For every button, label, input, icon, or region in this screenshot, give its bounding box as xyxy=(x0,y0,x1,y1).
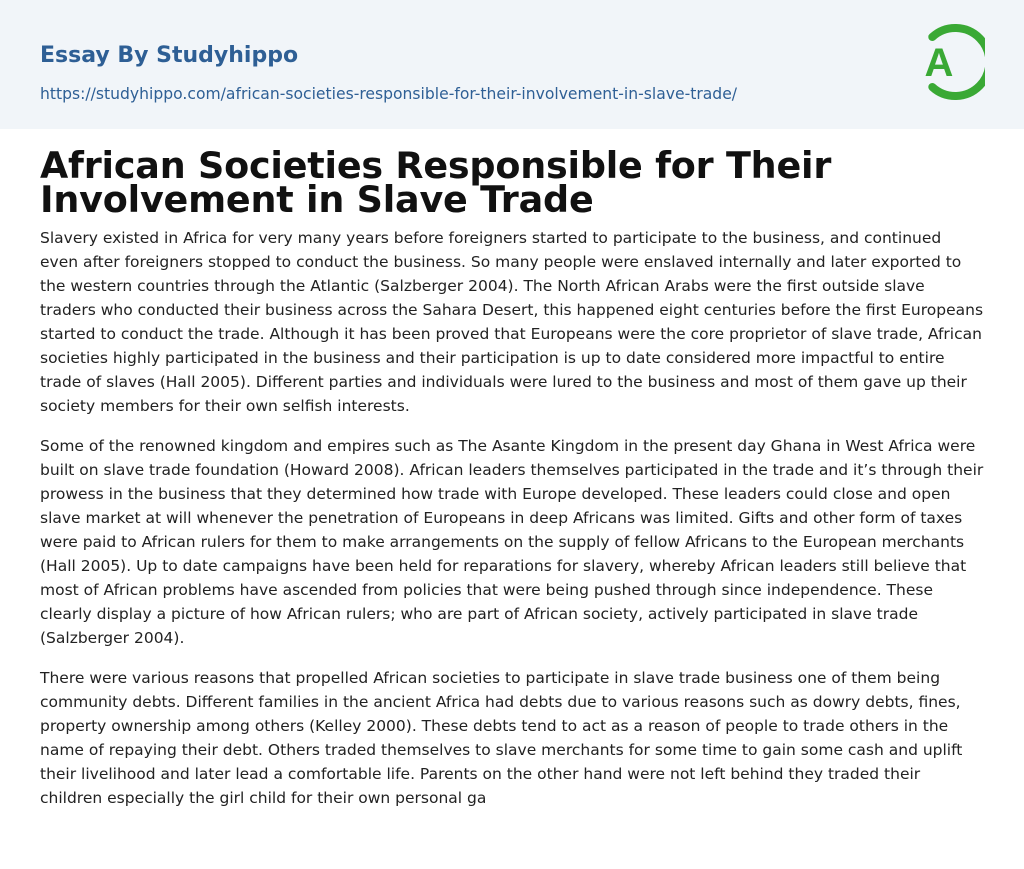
essay-paragraph-1: Slavery existed in Africa for very many years before foreigners started to participate to the business, and continued even after foreigners stopped to conduct the business. So many people were enslaved internally and later exported to the western countries through the Atlantic (Salzberger 2004). The North African Arabs were the first outside slave traders who conducted their business across the Sahara Desert, this happened eight centuries before the first Europeans started to conduct the trade. Although it has been proved that Europeans were the core proprietor of slave trade, African societies highly participated in the business and their participation is up to date considered more impactful to entire trade of slaves (Hall 2005). Different parties and individuals were lured to the business and most of them gave up their society members for their own selfish interests. xyxy=(40,229,984,415)
studyhippo-logo-icon[interactable] xyxy=(913,18,985,106)
essay-body xyxy=(40,226,984,810)
essay-url-link[interactable]: https://studyhippo.com/african-societies-responsible-for-their-involvement-in-slave-trade/ xyxy=(40,85,738,103)
essay-title: African Societies Responsible for Their Involvement in Slave Trade xyxy=(40,144,832,221)
site-brand: Essay By Studyhippo xyxy=(40,43,299,68)
page-header xyxy=(0,0,1024,129)
essay-paragraph-2: Some of the renowned kingdom and empires such as The Asante Kingdom in the present day Ghana in West Africa were built on slave trade foundation (Howard 2008). African leaders themselves participated in the trade and it’s through their prowess in the business that they determined how trade with Europe developed. These leaders could close and open slave market at will whenever the penetration of Europeans in deep Africans was limited. Gifts and other form of taxes were paid to African rulers for them to make arrangements on the supply of fellow Africans to the European merchants (Hall 2005). Up to date campaigns have been held for reparations for slavery, whereby African leaders still believe that most of African problems have ascended from policies that were being pushed through since independence. These clearly display a picture of how African rulers; who are part of African society, actively participated in slave trade (Salzberger 2004). xyxy=(40,437,984,647)
logo-letter: A xyxy=(924,41,954,85)
essay-paragraph-3: There were various reasons that propelled African societies to participate in slave trade business one of them being community debts. Different families in the ancient Africa had debts due to various reasons such as dowry debts, fines, property ownership among others (Kelley 2000). These debts tend to act as a reason of people to trade others in the name of repaying their debt. Others traded themselves to slave merchants for some time to gain some cash and uplift their livelihood and later lead a comfortable life. Parents on the other hand were not left behind they traded their children especially the girl child for their own personal ga xyxy=(40,669,963,807)
essay-content xyxy=(0,129,1024,810)
